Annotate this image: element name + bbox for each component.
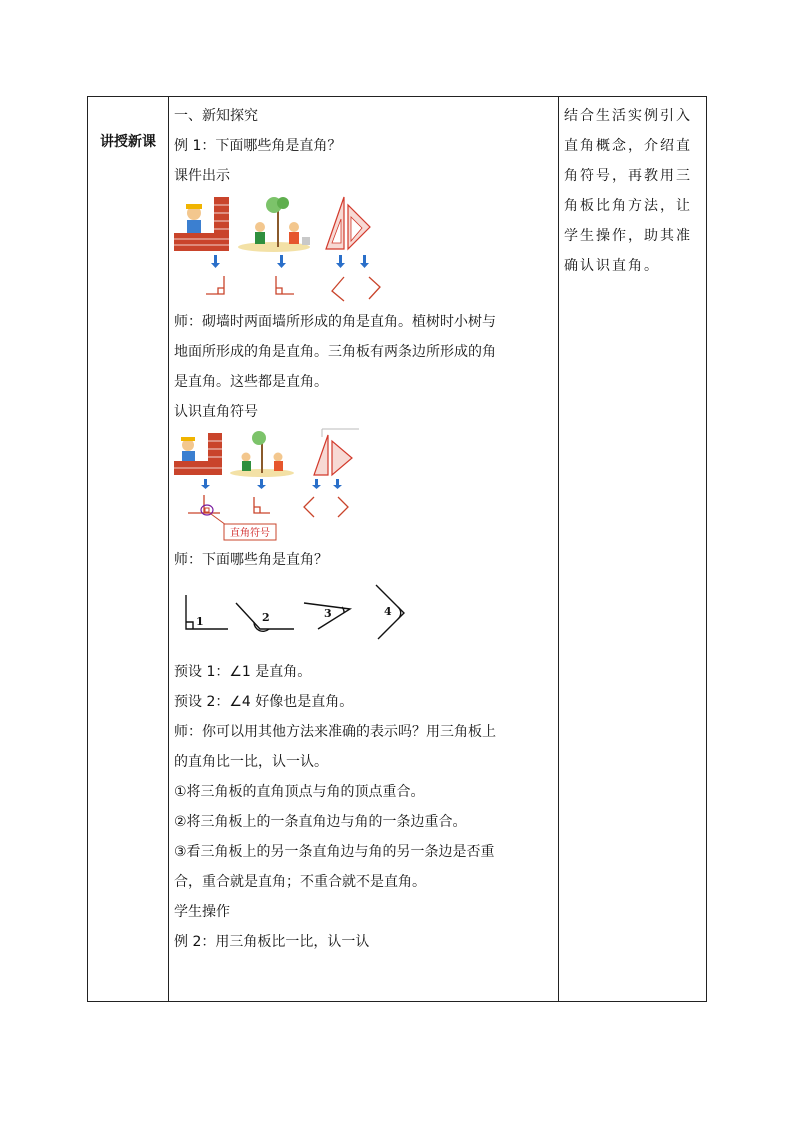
tree-planting-illustration [238,197,310,252]
symbol-tag: 直角符号 [230,528,270,539]
design-note [564,101,704,281]
down-arrow-icons [201,479,342,489]
right-angle-outlines [206,276,380,301]
preset-1: 预设 1：∠1 是直角。 [174,664,312,680]
note-line: 确认识直角。 [564,258,660,274]
column-divider [558,97,559,1001]
teacher-line-1a: 师：砌墙时两面墙所形成的角是直角。植树时小树与 [174,314,496,330]
preset-2: 预设 2：∠4 好像也是直角。 [174,694,354,710]
teacher-line-2: 师：下面哪些角是直角？ [174,552,328,568]
step-3b: 合，重合就是直角；不重合就不是直角。 [174,874,426,890]
set-square-illustration [314,435,352,475]
figure-four-angles [174,575,558,657]
courseware-show-1: 课件出示 [174,168,230,184]
column-divider [168,97,169,1001]
figure-right-angle-symbol [174,427,558,545]
note-line: 角符号，再教用三 [564,168,692,184]
step-3a: ③看三角板上的另一条直角边与角的另一条边是否重 [174,844,495,860]
down-arrow-icons [211,255,369,268]
main-content [174,101,558,957]
brick-wall-illustration [174,433,222,475]
brick-wall-illustration [174,197,229,251]
example-2: 例 2：用三角板比一比，认一认 [174,934,370,950]
angle-label-2: 2 [262,611,270,624]
teacher-line-3b: 的直角比一比，认一认。 [174,754,328,770]
note-line: 直角概念，介绍直 [564,138,692,154]
angle-1 [186,595,228,629]
tree-planting-illustration [230,431,294,477]
example-1: 例 1：下面哪些角是直角？ [174,138,342,154]
student-operation: 学生操作 [174,904,230,920]
teacher-line-3a: 师：你可以用其他方法来准确的表示吗？用三角板上 [174,724,496,740]
note-line: 角板比角方法，让 [564,198,692,214]
section-label: 讲授新课 [100,134,156,150]
lesson-table [87,96,707,1002]
note-line: 学生操作，助其准 [564,228,692,244]
symbol-highlight [201,505,226,525]
angle-label-1: 1 [196,615,204,628]
right-angle-outlines [188,495,348,517]
figure-life-examples [174,191,558,307]
step-2: ②将三角板上的一条直角边与角的一条边重合。 [174,814,467,830]
section-heading: 一、新知探究 [174,108,258,124]
step-1: ①将三角板的直角顶点与角的顶点重合。 [174,784,425,800]
note-line: 结合生活实例引入 [564,108,692,124]
angle-label-3: 3 [324,607,332,620]
angle-label-4: 4 [384,605,392,618]
courseware-show-2: 认识直角符号 [174,404,258,420]
set-square-illustration [326,197,370,249]
teacher-line-1c: 是直角。这些都是直角。 [174,374,328,390]
teacher-line-1b: 地面所形成的角是直角。三角板有两条边所形成的角 [174,344,496,360]
